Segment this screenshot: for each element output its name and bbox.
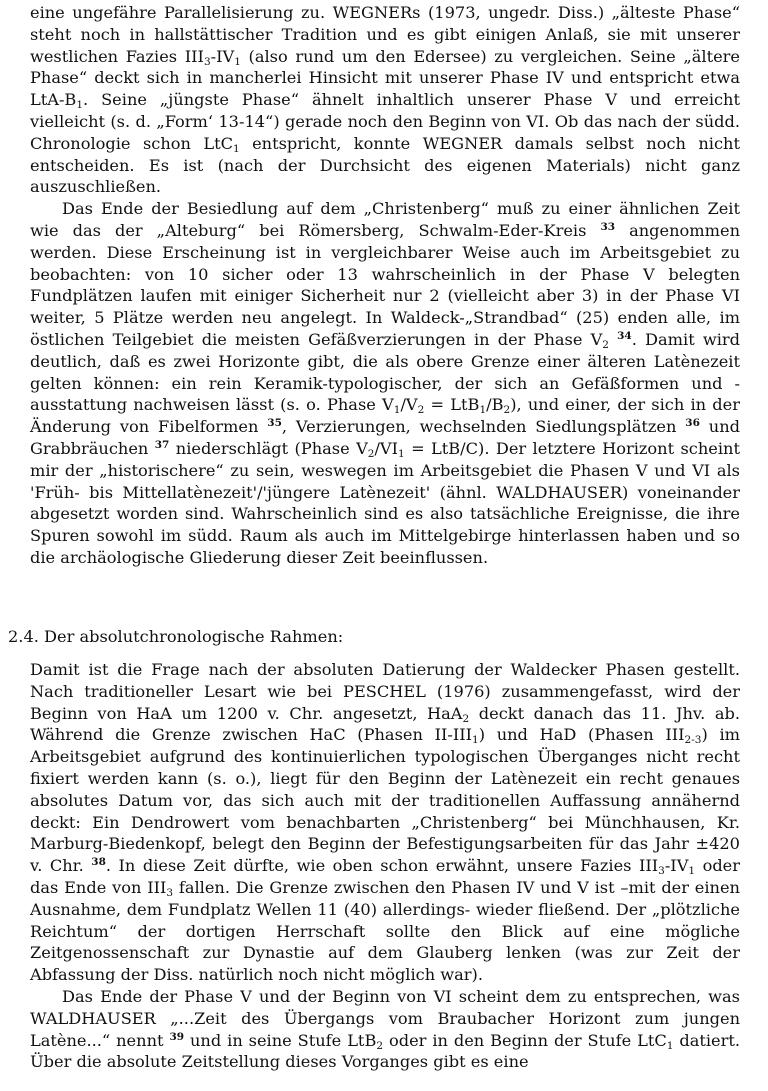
subscript: 2 [367,447,375,460]
paragraph [30,986,740,1073]
text-run: Das Ende der Phase V und der Beginn von VI scheint dem zu entsprechen, was WALDHAUSER „...Zeit des Übergangs vom Braubacher Horizont zum jungen Latène...“ nennt [30,986,740,1050]
subscript: 1 [472,734,479,747]
subscript: 1 [232,142,240,155]
text-run: deckt danach das 11. Jhv. ab. Während die Grenze zwischen HaC (Phasen II-III [30,703,741,745]
text-run: eine ungefähre Parallelisierung zu. WEGNERs (1973, ungedr. Diss.) „älteste Phase“ steht noch in hallstättischer Tradition und es gibt einigen Anlaß, sie mit unserer westlichen Fazies III [30,3,740,66]
text-run: datiert. Über die absolute Zeitstellung dieses Vorganges gibt es eine [30,1030,740,1072]
footnote-ref: 36 [685,417,700,430]
text-run: . Seine „jüngste Phase“ ähnelt inhaltlich unserer Phase V und erreicht vielleicht (s. d. „Form‘ 13-14“) gerade noch den Beginn von VI. Ob das nach der südd. Chronologie schon LtC [30,90,740,153]
footnote-ref: 35 [267,417,282,430]
subscript: 1 [688,865,696,878]
text-run: , Verzierungen, wechselnden Siedlungsplätzen [281,417,686,437]
footnote-ref: 34 [617,329,632,342]
text-run: oder das Ende von III [30,856,740,897]
subscript: 2 [376,1039,384,1052]
text-run: Das Ende der Besiedlung auf dem „Christenberg“ muß zu einer ähnlichen Zeit wie das der „Alteburg“ bei Römersberg, Schwalm-Eder-Kreis [30,199,740,240]
text-run: -IV [664,856,689,876]
text-run: ) im Arbeitsgebiet aufgrund des kontinuierlichen typologischen Überganges nicht recht fixiert werden kann (s. o.), liegt für den Beginn der Latènezeit ein recht genaues absolutes Datum vor, das sich auch mit der traditionellen Auffassung annähernd deckt: Ein Dendrowert vom benachbarten „Christenberg“ bei Münchhausen, Kr. Marburg-Biedenkopf, belegt den Beginn der Befestigungsarbeiten für das Jahr ±420 v. Chr. [30,725,740,876]
subscript: 3 [658,865,665,878]
subscript: 1 [479,404,487,417]
subscript: 3 [203,55,211,68]
text-run [609,330,617,349]
text-run: niederschlägt (Phase V [169,438,368,458]
subscript: 2 [417,404,425,417]
subscript: 1 [234,55,241,68]
text-run: = LtB [424,395,480,415]
text-run: . Damit wird deutlich, daß es zwei Horizonte gibt, die als obere Grenze einer älteren Latènezeit gelten können: ein rein Keramik-typologischer, der sich an Gefäßformen und -ausstattung nachweisen lässt (s. o. Phase V [30,329,741,415]
footnote-ref: 39 [169,1030,185,1043]
paragraph [30,2,740,198]
text-run: = LtB/C). Der letztere Horizont scheint mir der „historischere“ zu sein, weswegen im Arbeitsgebiet die Phasen V und VI als 'Früh- bis Mittellatènezeit'/'jüngere Latènezeit' (ähnl. WALDHAUSER) voneinander abgesetzt worden sind. Wahrscheinlich sind es also tatsächliche Ereignisse, die ihre Spuren sowohl im südd. Raum als auch im Mittelgebirge hinterlassen haben und so die archäologische Gliederung dieser Zeit beeinflussen. [30,438,740,567]
text-run: /VI [374,438,398,458]
subscript: 2 [503,404,511,417]
text-run: . In diese Zeit dürfte, wie oben schon erwähnt, unsere Fazies III [105,856,659,876]
footnote-ref: 33 [600,220,616,233]
text-run: und in seine Stufe LtB [184,1030,377,1050]
text-run: (also rund um den Edersee) zu vergleichen. Seine „ältere Phase“ deckt sich in mancherlei Hinsicht mit unserer Phase IV und entspricht etwa LtA-B [30,46,740,110]
paragraph [30,198,740,569]
subscript: 2 [602,338,609,351]
text-run: ) und HaD (Phasen III [478,725,685,745]
text-run: /B [486,395,504,415]
subscript: 1 [393,404,401,417]
text-run: ), und einer, der sich in der Änderung von Fibelformen [30,395,740,437]
text-run: /V [400,395,418,415]
text-run: -IV [210,46,235,66]
text-run: Damit ist die Frage nach der absoluten Datierung der Waldecker Phasen gestellt. Nach traditioneller Lesart wie bei PESCHEL (1976) zusammengefasst, wird der Beginn von HaA um 1200 v. Chr. angesetzt, HaA [30,660,740,723]
text-block-lower [30,659,740,1073]
subscript: 1 [76,99,83,112]
text-run: und Grabbräuchen [30,417,740,458]
section-heading: 2.4. Der absolutchronologische Rahmen: [8,627,344,646]
text-run: fallen. Die Grenze zwischen den Phasen IV und V ist –mit der einen Ausnahme, dem Fundplatz Wellen 11 (40) allerdings- wieder fließend. Der „plötzliche Reichtum“ der dortigen Herrschaft sollte den Blick auf eine mögliche Zeitgenossenschaft zur Dynastie auf dem Glauberg lenken (was zur Zeit der Abfassung der Diss. natürlich noch nicht möglich war). [30,877,740,985]
text-block-upper [30,2,740,569]
text-run: oder in den Beginn der Stufe LtC [383,1030,667,1050]
paragraph [30,659,740,986]
subscript: 3 [166,886,174,899]
text-run: angenommen werden. Diese Erscheinung ist in vergleichbarer Weise auch im Arbeitsgebiet zu beobachten: von 10 sicher oder 13 wahrscheinlich in der Phase V belegten Fundplätzen laufen mit einiger Sicherheit nur 2 (vielleicht aber 3) in der Phase VI weiter, 5 Plätze werden neu angelegt. In Waldeck-„Strandbad“ (25) enden alle, im östlichen Teilgebiet die meisten Gefäßverzierungen in der Phase V [30,220,740,349]
subscript: 2 [462,712,470,725]
subscript: 2-3 [684,734,702,747]
text-run: entspricht, konnte WEGNER damals selbst noch nicht entscheiden. Es ist (nach der Durchsicht des eigenen Materials) nicht ganz auszuschließen. [30,133,740,197]
footnote-ref: 38 [91,856,106,869]
footnote-ref: 37 [154,438,170,451]
subscript: 1 [398,447,405,460]
subscript: 1 [666,1039,674,1052]
